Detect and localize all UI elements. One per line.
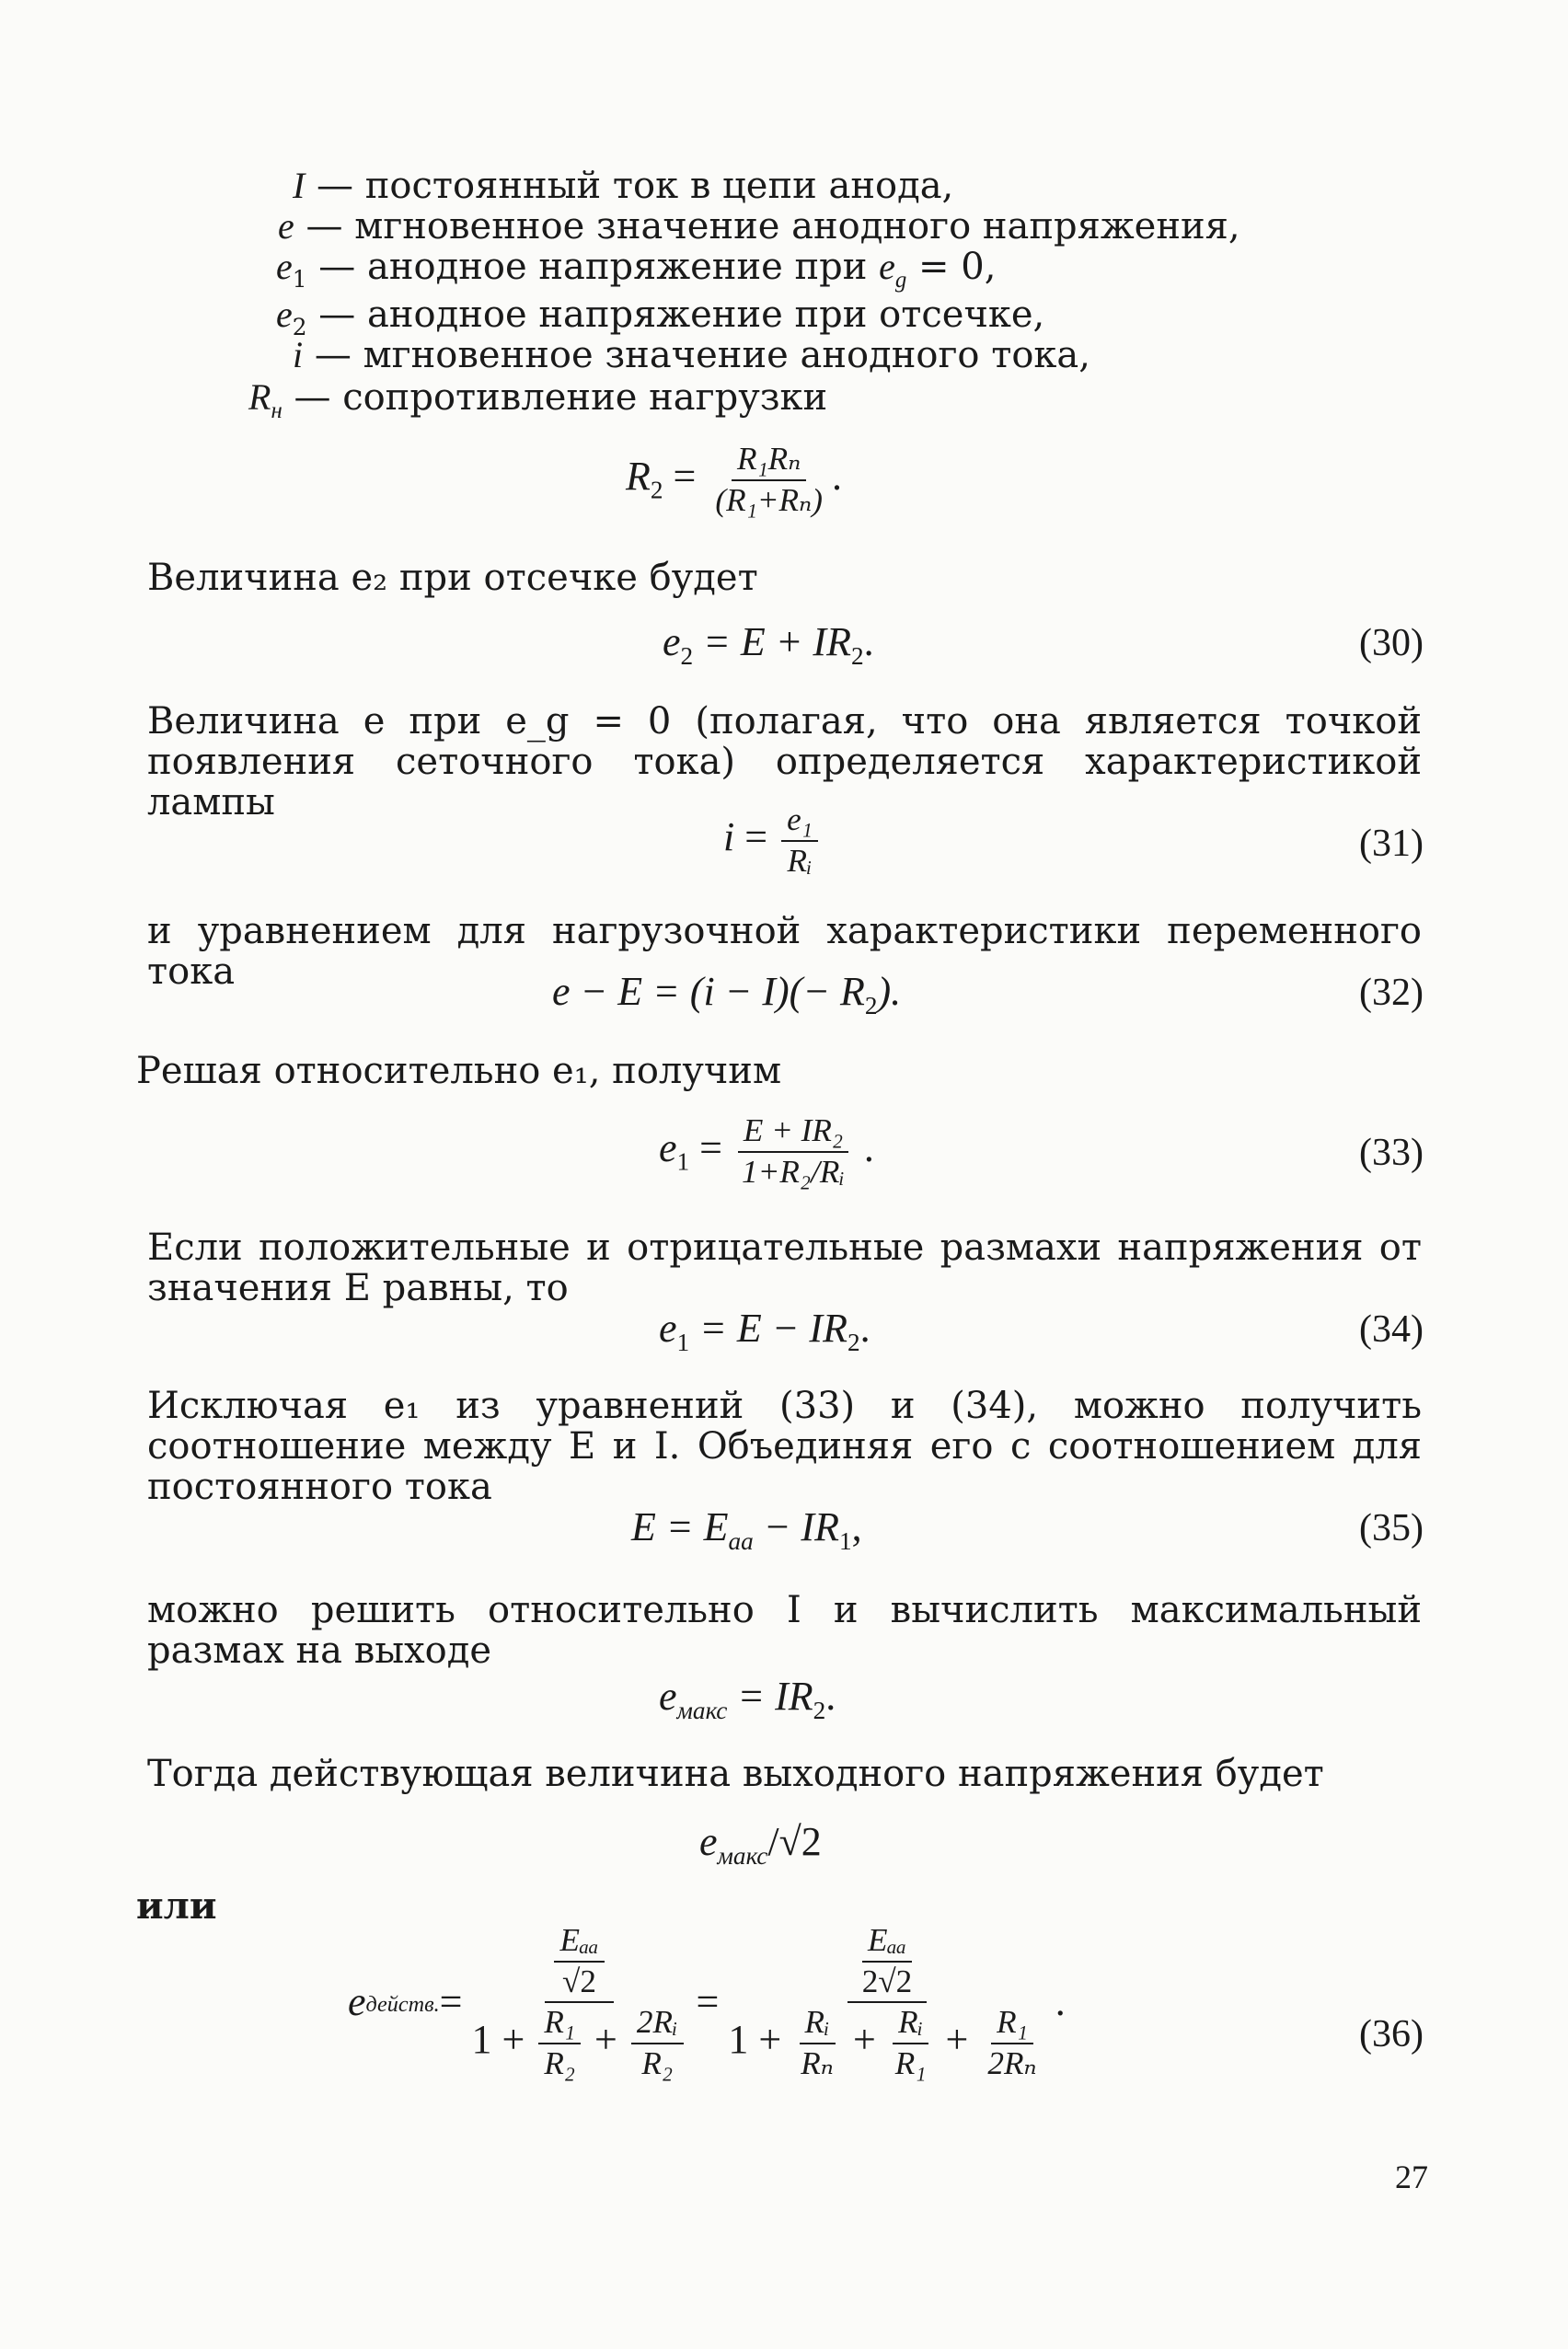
- equation-rms: $e_{макс}/√2$: [699, 1819, 822, 1870]
- fraction: $\frac{\text{E + IR₂}}{\text{1+R₂/Rᵢ}}$: [736, 1113, 850, 1190]
- fraction: $\frac{\text{Rᵢ}}{\text{Rₙ}}$: [801, 2004, 834, 2082]
- paragraph: Решая относительно e₁, получим: [136, 1050, 782, 1092]
- fraction: $\frac{\text{Eₐₐ}}{2√2}$: [861, 1922, 913, 1999]
- definition-item: i — мгновенное значение анодного тока,: [293, 334, 1090, 376]
- paragraph: Исключая e₁ из уравнений (33) и (34), можно получить соотношение между E и I. Объединяя его с соотношением для постоянного тока: [147, 1385, 1422, 1508]
- fraction-main-1: $\frac{\text{Eₐₐ}}{√2}$ 1 + $\frac{\text{R₁}}{\text{R₂}}$ + $\frac{\text{2Rᵢ}}{\text{R₂}}$: [466, 1923, 692, 2082]
- paragraph: Величина e при e_g = 0 (полагая, что она является точкой появления сеточного тока) определяется характеристикой лампы: [147, 700, 1422, 823]
- definition-item: $e_2$ — анодное напряжение при отсечке,: [276, 294, 1045, 340]
- equation-r2: $R_2$ = $\frac{\text{R₁Rₙ}}{\text{(R₁+Rₙ)}}$ .: [626, 441, 843, 518]
- equation-30: $e_2 = E + IR_2$.: [663, 619, 874, 670]
- definition-item: $R_н$ — сопротивление нагрузки: [248, 376, 828, 423]
- fraction: $\frac{\text{e₁}}{\text{Rᵢ}}$: [781, 802, 818, 879]
- fraction: $\frac{\text{Eₐₐ}}{√2}$: [554, 1923, 604, 1999]
- equation-number: (35): [1359, 1507, 1424, 1549]
- page-number: 27: [1395, 2159, 1428, 2195]
- equation-34: $e_1 = E - IR_2$.: [659, 1306, 870, 1356]
- fraction: $\frac{\text{R₁}}{\text{2Rₙ}}$: [987, 2004, 1037, 2082]
- equation-number: (34): [1359, 1308, 1424, 1351]
- equation-31: i = $\frac{\text{e₁}}{\text{Rᵢ}}$: [723, 802, 822, 879]
- paragraph: Тогда действующая величина выходного напряжения будет: [147, 1753, 1324, 1795]
- paragraph: Если положительные и отрицательные размахи напряжения от значения E равны, то: [147, 1226, 1422, 1309]
- definition-item: I — постоянный ток в цепи анода,: [293, 165, 954, 207]
- equation-35: $E = E_{aa} - IR_1$,: [631, 1504, 862, 1555]
- equation-number: (36): [1359, 2013, 1424, 2055]
- equation-33: $e_1$ = $\frac{\text{E + IR₂}}{\text{1+R₂/Rᵢ}}$ .: [659, 1112, 874, 1190]
- definition-item: $e_1$ — анодное напряжение при $e_g = 0$,: [276, 246, 997, 293]
- fraction-main-2: $\frac{\text{Eₐₐ}}{2√2}$ 1 + $\frac{\text{Rᵢ}}{\text{Rₙ}}$ + $\frac{\text{Rᵢ}}{\text{R₁}}$ + $\frac{\text{R₁}}{\text{2Rₙ}}$: [722, 1923, 1051, 2082]
- equation-number: (33): [1359, 1132, 1424, 1174]
- equation-number: (32): [1359, 972, 1424, 1014]
- equation-number: (30): [1359, 622, 1424, 664]
- paragraph: Величина e₂ при отсечке будет: [147, 557, 758, 599]
- equation-36: e действ. = $\frac{\text{Eₐₐ}}{√2}$ 1 + $\frac{\text{R₁}}{\text{R₂}}$ + $\frac{\text{2Rᵢ}}{\text{R₂}}$ = $\frac{\text{Eₐₐ}}{2√2}$ 1 + $\frac{\text{Rᵢ}}{\text{Rₙ}}$ + $\frac{\text{Rᵢ}}{\text{R₁}}$ + $\frac{\text{R₁}}{\text{2Rₙ}}$ .: [348, 1922, 1066, 2082]
- equation-emax: $e_{макс} = IR_2$.: [659, 1674, 836, 1724]
- paragraph: или: [136, 1884, 217, 1928]
- fraction: $\frac{\text{2Rᵢ}}{\text{R₂}}$: [631, 2005, 684, 2081]
- paragraph: можно решить относительно I и вычислить максимальный размах на выходе: [147, 1589, 1422, 1672]
- fraction: $\frac{\text{Rᵢ}}{\text{R₁}}$: [890, 2005, 932, 2081]
- fraction: $\frac{\text{R₁}}{\text{R₂}}$: [538, 2005, 581, 2081]
- equation-number: (31): [1359, 823, 1424, 865]
- definition-item: e — мгновенное значение анодного напряжения,: [278, 205, 1240, 248]
- paragraph: и уравнением для нагрузочной характеристики переменного тока: [147, 910, 1422, 993]
- fraction: $\frac{\text{R₁Rₙ}}{\text{(R₁+Rₙ)}}$: [715, 441, 824, 518]
- equation-32: $e - E = (i - I)(- R_2)$.: [552, 969, 902, 1019]
